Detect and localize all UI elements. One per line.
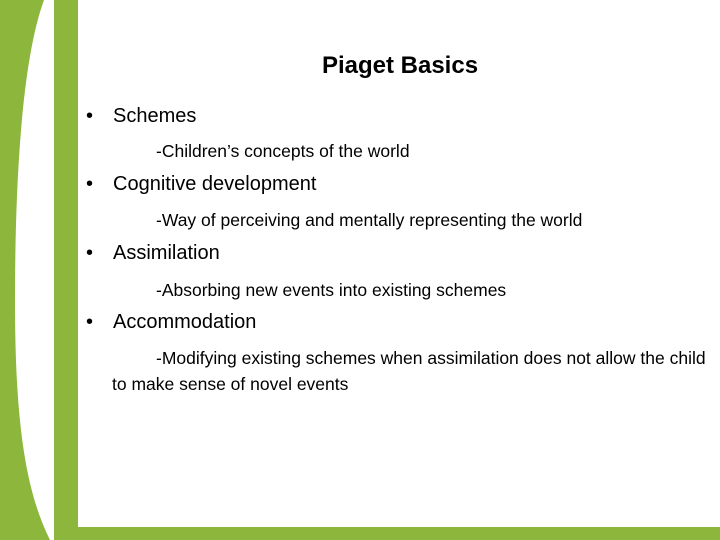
green-curved-band [0, 0, 50, 540]
bullet-schemes [86, 103, 196, 129]
green-left-bar [54, 0, 78, 540]
bullet-detail: -Absorbing new events into existing schemes [156, 280, 507, 300]
bullet-detail: -Children’s concepts of the world [156, 141, 410, 161]
bullet-accommodation [86, 309, 256, 335]
green-bottom-bar [54, 527, 720, 540]
bullet-heading: Schemes [113, 105, 197, 127]
bullet-assimilation [86, 240, 220, 266]
bullet-dot: • [86, 242, 94, 264]
bullet-cognitive-development [86, 171, 316, 197]
bullet-heading: Accommodation [113, 311, 257, 333]
bullet-heading: Cognitive development [113, 173, 317, 195]
bullet-detail: -Modifying existing schemes when assimilation does not allow the child to make sense of novel events [112, 348, 706, 394]
bullet-dot: • [86, 311, 94, 333]
bullet-dot: • [86, 173, 94, 195]
bullet-dot: • [86, 105, 94, 127]
bullet-heading: Assimilation [113, 242, 220, 264]
slide-title: Piaget Basics [321, 52, 479, 79]
bullet-detail: -Way of perceiving and mentally representing the world [156, 210, 583, 230]
